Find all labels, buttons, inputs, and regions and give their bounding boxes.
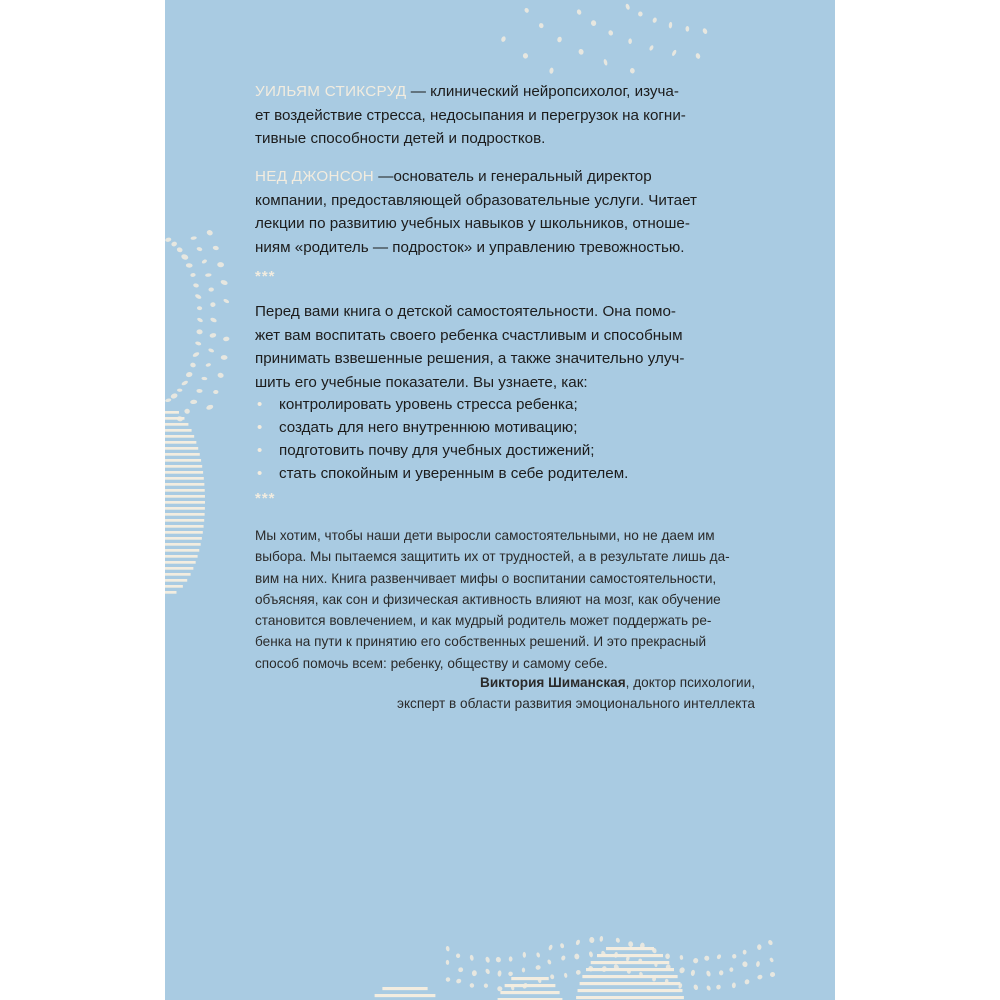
back-cover [165, 0, 835, 1000]
author-name-1: УИЛЬЯМ СТИКСРУД [255, 83, 407, 100]
list-item: • подготовить почву для учебных достижений; [257, 442, 595, 459]
intro-paragraph: Перед вами книга о детской самостоятельности. Она помо- жет вам воспитать своего ребенка счастливым и способным принимать взвешенные решения, а также значительно улуч- шить его учебные показатели. Вы узнаете, как: [255, 303, 685, 391]
list-item: • стать спокойным и уверенным в себе родителем. [257, 465, 629, 482]
quote-signature: Виктория Шиманская, доктор психологии, эксперт в области развития эмоционального интеллекта [397, 675, 755, 712]
list-item: • контролировать уровень стресса ребенка; [257, 396, 578, 413]
review-quote: Мы хотим, чтобы наши дети выросли самостоятельными, но не даем им выбора. Мы пытаемся защитить их от трудностей, а в результате лишь да- вим на них. Книга развенчивает мифы о воспитании самостоятельности, объясняя, как сон и физическая активность влияют на мозг, как обучение становится вовлечением, и как мудрый родитель может поддержать ре- бенка на пути к принятию его собственных решений. И это прекрасный способ помочь всем: ребенку, обществу и самому себе. [255, 528, 730, 671]
author-bio-2: НЕД ДЖОНСОН —основатель и генеральный директор компании, предоставляющей образовательные услуги. Читает лекции по развитию учебных навыков у школьников, отноше- ниям «родитель — подросток» и управлению тревожностью. [255, 168, 698, 256]
author-name-2: НЕД ДЖОНСОН [255, 168, 375, 185]
list-item: • создать для него внутреннюю мотивацию; [257, 419, 578, 436]
separator-1: *** [255, 268, 276, 285]
benefit-list [255, 393, 755, 485]
quote-author-name: Виктория Шиманская [480, 675, 626, 690]
author-bio-1: УИЛЬЯМ СТИКСРУД — клинический нейропсихолог, изуча- ет воздействие стресса, недосыпания и перегрузок на когни- тивные способности детей и подростков. [255, 83, 686, 147]
separator-2: *** [255, 490, 276, 507]
